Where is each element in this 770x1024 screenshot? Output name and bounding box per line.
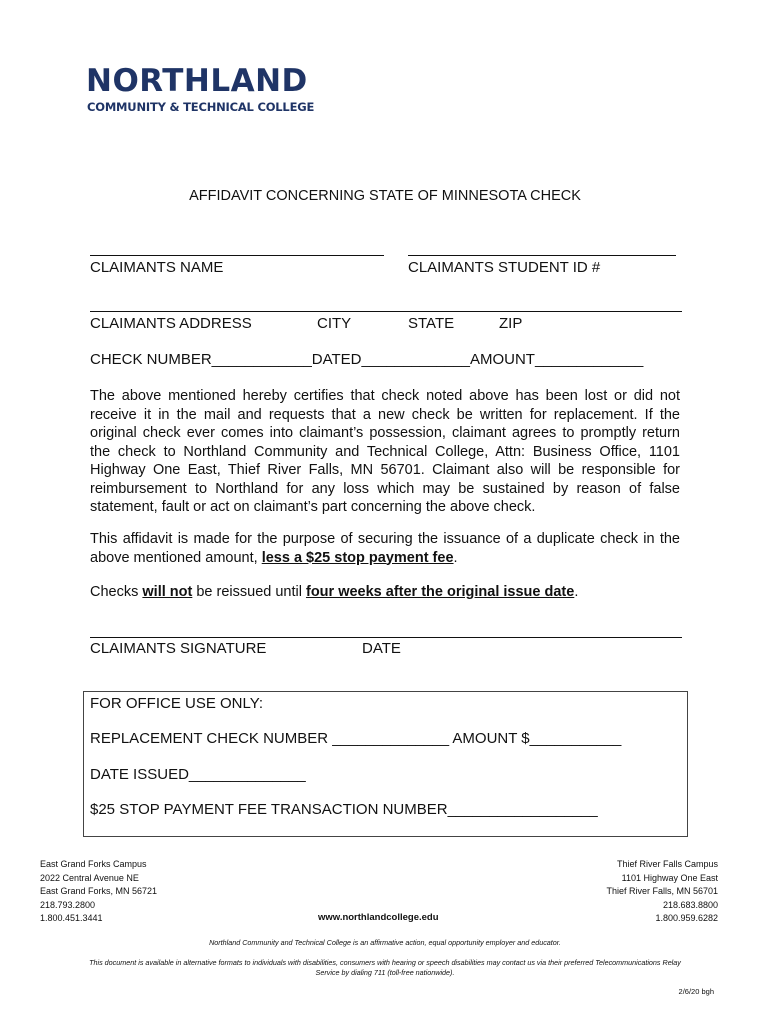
date-issued-field[interactable]: DATE ISSUED______________ — [90, 766, 306, 783]
zip-label: ZIP — [499, 315, 523, 332]
student-id-line[interactable] — [408, 255, 676, 256]
student-id-label: CLAIMANTS STUDENT ID # — [408, 259, 601, 276]
reissue-period: . — [574, 584, 579, 600]
purpose-text: This affidavit is made for the purpose of securing the issuance of a duplicate check in the above mentioned amount, — [90, 531, 680, 566]
replacement-check-field[interactable]: REPLACEMENT CHECK NUMBER ______________ AMOUNT $___________ — [90, 730, 622, 747]
eeo-statement: Northland Community and Technical College is an affirmative action, equal opportunity employer and educator. — [209, 938, 561, 947]
footer-egf-tollfree: 1.800.451.3441 — [40, 913, 103, 924]
footer-egf-campus: East Grand Forks Campus — [40, 859, 147, 869]
footer-trf-phone: 218.683.8800 — [662, 899, 718, 910]
reissue-text-c: be reissued until — [192, 584, 306, 600]
college-logo-wordmark: NORTHLAND — [86, 63, 308, 99]
claimant-name-label: CLAIMANTS NAME — [90, 259, 224, 276]
footer-trf-address: 1101 Highway One East — [621, 872, 718, 883]
footer-egf-address: 2022 Central Avenue NE — [40, 872, 139, 883]
stop-fee-transaction-field[interactable]: $25 STOP PAYMENT FEE TRANSACTION NUMBER__________________ — [90, 801, 598, 818]
office-use-heading: FOR OFFICE USE ONLY: — [90, 695, 264, 712]
signature-label: CLAIMANTS SIGNATURE — [90, 640, 267, 657]
form-title: AFFIDAVIT CONCERNING STATE OF MINNESOTA CHECK — [189, 188, 581, 204]
city-label: CITY — [317, 315, 352, 332]
footer-trf-tollfree: 1.800.959.6282 — [655, 913, 718, 924]
purpose-period: . — [453, 549, 458, 566]
address-label: CLAIMANTS ADDRESS — [90, 315, 252, 332]
alt-format-note-2: Service by dialing 711 (toll-free nationwide). — [315, 968, 455, 977]
signature-line[interactable] — [90, 637, 682, 638]
stop-fee-emphasis: less a $25 stop payment fee — [261, 549, 454, 566]
state-label: STATE — [408, 315, 455, 332]
claimant-name-line[interactable] — [90, 255, 384, 256]
address-line[interactable] — [90, 311, 682, 312]
alt-format-note-1: This document is available in alternative formats to individuals with disabilities, consumers with hearing or speech disabilities may contact us via their preferred Telecommunications Relay — [89, 958, 681, 967]
will-not-emphasis: will not — [142, 584, 193, 600]
purpose-paragraph — [90, 530, 680, 567]
reissue-paragraph — [90, 583, 680, 602]
document-code: 2/6/20 bgh — [678, 987, 714, 996]
college-logo-subtitle: COMMUNITY & TECHNICAL COLLEGE — [87, 100, 315, 114]
certification-paragraph: The above mentioned hereby certifies that check noted above has been lost or did not receive it in the mail and requests that a new check be written for replacement. If the original check ever comes into claimant’s possession, claimant agrees to promptly return the check to Northland Community and Technical College, Attn: Business Office, 1101 Highway One East, Thief River Falls, MN 56701. Claimant also will be responsible for reimbursement to Northland for any loss which may be sustained by reason of false statement, fault or act on claimant’s part concerning the above check. — [90, 388, 680, 515]
footer-egf-city: East Grand Forks, MN 56721 — [40, 886, 158, 897]
footer-trf-campus: Thief River Falls Campus — [616, 859, 718, 869]
reissue-text-a: Checks — [90, 584, 143, 600]
footer-trf-city: Thief River Falls, MN 56701 — [606, 886, 718, 897]
four-weeks-emphasis: four weeks after the original issue date — [305, 584, 575, 600]
footer-egf-phone: 218.793.2800 — [40, 899, 96, 910]
check-number-field[interactable]: CHECK NUMBER____________DATED_____________AMOUNT_____________ — [90, 351, 644, 368]
website-link[interactable]: www.northlandcollege.edu — [318, 912, 439, 923]
signature-date-label: DATE — [362, 640, 401, 657]
